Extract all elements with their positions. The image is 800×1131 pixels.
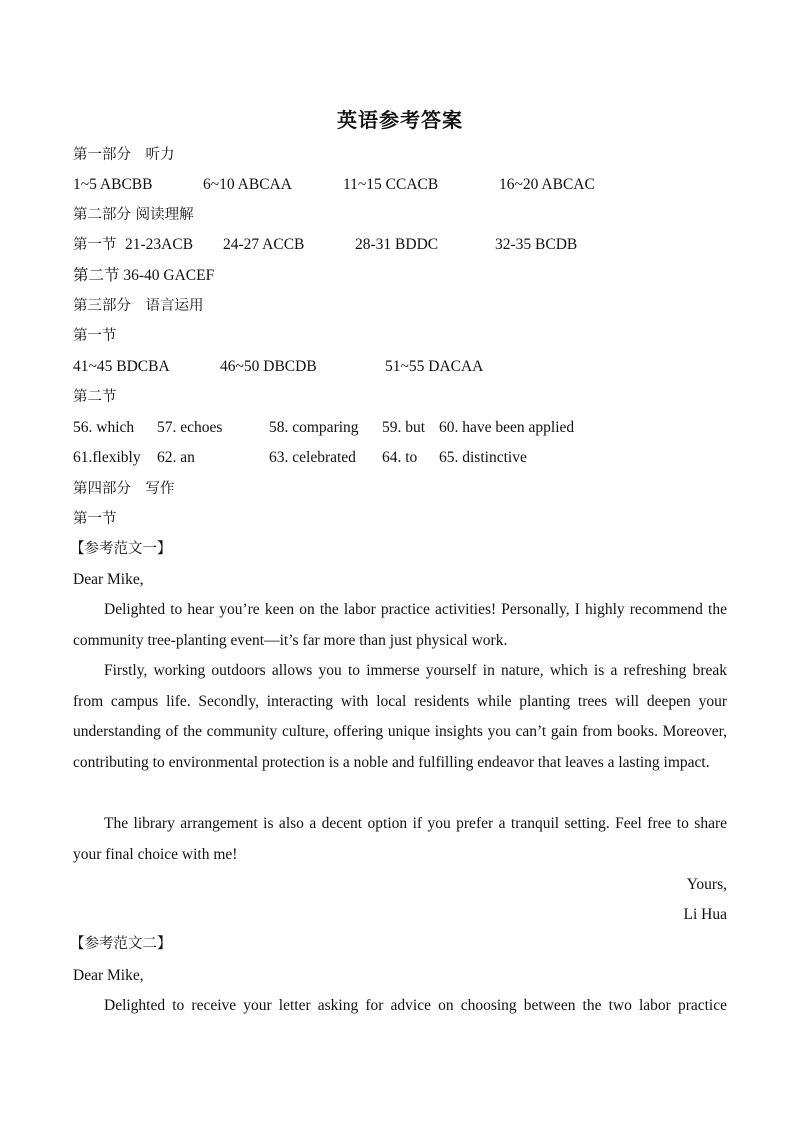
part4-section1-label: 第一节 <box>73 511 117 527</box>
answer-group: 41~45 BDCBA <box>73 358 170 375</box>
answer-group: 32-35 BCDB <box>495 236 578 253</box>
part1-heading: 第一部分 听力 <box>73 147 175 163</box>
section-label: 第一节 <box>73 237 117 253</box>
paragraph-text: Firstly, working outdoors allows you to immerse yourself in nature, which is a refreshing break from campus life. Secondly, interacting with local residents while planting trees will deepen your understanding of the community culture, offering unique insights you can’t gain from books. Moreover, contributing to environmental protection is a noble and fulfilling endeavor that leaves a lasting impact. <box>73 662 727 771</box>
sample1-label: 【参考范文一】 <box>70 541 172 557</box>
answer-item: 63. celebrated <box>269 449 356 466</box>
page-title: 英语参考答案 <box>337 108 463 132</box>
answer-group: 6~10 ABCAA <box>203 176 292 193</box>
answer-item: 58. comparing <box>269 419 359 436</box>
sample2-label: 【参考范文二】 <box>70 936 172 952</box>
sample2-greeting: Dear Mike, <box>73 967 144 984</box>
sample1-paragraph-3 <box>73 809 727 870</box>
sample1-paragraph-1 <box>73 595 727 656</box>
paragraph-text: The library arrangement is also a decent option if you prefer a tranquil setting. Feel free to share your final choice with me! <box>73 815 727 863</box>
paragraph-text: Delighted to receive your letter asking for advice on choosing between the two labor practice <box>104 997 727 1014</box>
sample1-paragraph-2 <box>73 656 727 778</box>
part2-heading: 第二部分 阅读理解 <box>73 207 194 223</box>
part3-heading: 第三部分 语言运用 <box>73 298 204 314</box>
answer-group: 28-31 BDDC <box>355 236 439 253</box>
part3-section2-label: 第二节 <box>73 389 117 405</box>
part1-answers-row <box>73 175 727 195</box>
part3-section1-label: 第一节 <box>73 328 117 344</box>
answer-group: 51~55 DACAA <box>385 358 484 375</box>
answer-item: 61.flexibly <box>73 449 141 466</box>
part2-section2-row: 第二节 36-40 GACEF <box>73 267 215 284</box>
part3-section2-row2 <box>73 448 727 468</box>
answer-group: 16~20 ABCAC <box>499 176 595 193</box>
sample2-paragraph-1 <box>73 991 727 1022</box>
answer-group: 24-27 ACCB <box>223 236 305 253</box>
part3-section1-answers-row <box>73 357 727 377</box>
sample1-signature: Li Hua <box>683 906 727 923</box>
sample1-greeting: Dear Mike, <box>73 571 144 588</box>
paragraph-text: Delighted to hear you’re keen on the labor practice activities! Personally, I highly recommend the community tree-planting event—it’s far more than just physical work. <box>73 601 727 649</box>
answer-item: 64. to <box>382 449 418 466</box>
part2-section1-row <box>73 235 727 255</box>
sample1-closing: Yours, <box>686 876 727 893</box>
part4-heading: 第四部分 写作 <box>73 481 175 497</box>
answer-group: 11~15 CCACB <box>343 176 439 193</box>
answer-group: 1~5 ABCBB <box>73 176 153 193</box>
answer-item: 57. echoes <box>157 419 223 436</box>
answer-item: 56. which <box>73 419 135 436</box>
part3-section2-row1 <box>73 418 727 438</box>
answer-item: 60. have been applied <box>439 419 575 436</box>
answer-item: 65. distinctive <box>439 449 527 466</box>
answer-item: 62. an <box>157 449 195 466</box>
answer-group: 46~50 DBCDB <box>220 358 317 375</box>
answer-group: 21-23ACB <box>125 236 194 253</box>
answer-item: 59. but <box>382 419 426 436</box>
